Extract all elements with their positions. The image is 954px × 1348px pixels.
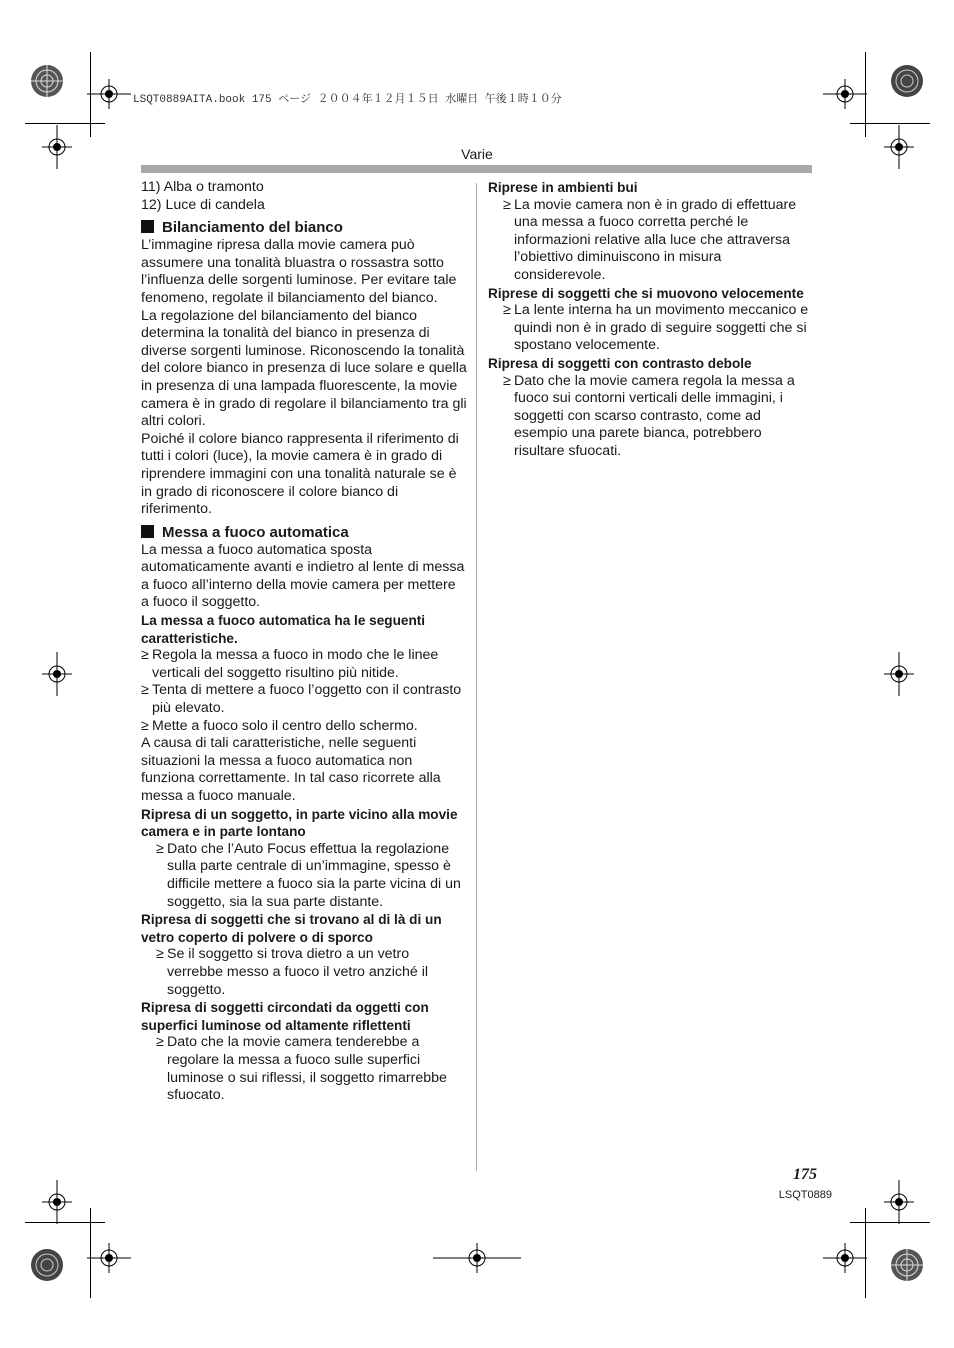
subheading: La messa a fuoco automatica ha le seguenti caratteristiche. (141, 613, 426, 646)
bullet-item: ≥ Tenta di mettere a fuoco l’oggetto con il contrasto più elevato. (141, 682, 462, 717)
bullet-icon: ≥ (156, 1034, 164, 1051)
section-header: Varie (461, 146, 493, 162)
registration-target-icon (30, 64, 64, 98)
registration-crosshair-icon (884, 1180, 914, 1224)
square-bullet-icon (141, 220, 154, 233)
bullet-icon: ≥ (503, 372, 511, 389)
page-code: LSQT0889 (778, 1189, 832, 1201)
registration-crosshair-icon (884, 652, 914, 696)
registration-crosshair-icon (823, 79, 867, 109)
subheading: Ripresa di soggetti che si trovano al di là di un vetro coperto di polvere o di sporco (141, 912, 442, 945)
bullet-item: ≥ La movie camera non è in grado di effettuare una messa a fuoco corretta perché le informazioni relative alla luce che attraversa l’obiettivo diminuiscono in misura considerevole. (503, 196, 797, 283)
bullet-item: ≥ Dato che la movie camera regola la messa a fuoco sui contorni verticali delle immagini, i soggetti con scarso contrasto, come ad esempio una parete bianca, potrebbero risultare sfuocati. (503, 372, 795, 459)
subheading: Riprese di soggetti che si muovono velocemente (488, 285, 804, 301)
paragraph: La messa a fuoco automatica sposta automaticamente avanti e indietro al lente di messa a fuoco all’interno della movie camera per mettere a fuoco il soggetto. (141, 541, 465, 611)
bullet-item: ≥ Dato che l’Auto Focus effettua la regolazione sulla parte centrale di un’immagine, spesso è difficile mettere a fuoco sia la parte vicina di un soggetto, sia la sua parte distante. (156, 840, 461, 910)
left-column (141, 179, 467, 1105)
print-header: LSQT0889AITA.book 175 ページ ２００４年１２月１５日 水曜日 午後１時１０分 (133, 94, 562, 106)
registration-target-icon (890, 64, 924, 98)
registration-crosshair-icon (42, 1180, 72, 1224)
page-number: 175 (793, 1166, 817, 1183)
bullet-item: ≥ Se il soggetto si trova dietro a un vetro verrebbe messo a fuoco il vetro anziché il soggetto. (156, 946, 429, 998)
section-heading-autofocus: Messa a fuoco automatica (141, 523, 467, 542)
subheading: Riprese in ambienti bui (488, 180, 638, 195)
right-column (488, 179, 814, 461)
bullet-item: ≥ La lente interna ha un movimento meccanico e quindi non è in grado di seguire soggetti che si spostano velocemente. (503, 302, 809, 354)
bullet-icon: ≥ (503, 196, 511, 213)
bullet-icon: ≥ (141, 647, 149, 664)
bullet-item: ≥ Mette a fuoco solo il centro dello schermo. (141, 717, 418, 734)
bullet-item: ≥ Regola la messa a fuoco in modo che le linee verticali del soggetto risultino più nitide. (141, 647, 439, 681)
column-divider (476, 183, 477, 1171)
paragraph: L’immagine ripresa dalla movie camera può assumere una tonalità bluastra o rossastra sotto l’influenza delle sorgenti luminose. Per evitare tale fenomeno, regolate il bilanciamento del bianco. (141, 237, 457, 306)
subheading: Ripresa di soggetti con contrasto debole (488, 355, 752, 371)
registration-crosshair-icon (87, 79, 131, 109)
paragraph: A causa di tali caratteristiche, nelle seguenti situazioni la messa a fuoco automatica non funziona correttamente. In tal caso ricorrete alla messa a fuoco manuale. (141, 735, 441, 804)
registration-crosshair-icon (87, 1243, 131, 1273)
bullet-icon: ≥ (141, 717, 149, 734)
subheading: Ripresa di soggetti circondati da oggetti con superfici luminose od altamente riflettenti (141, 1000, 429, 1033)
bullet-item: ≥ Dato che la movie camera tenderebbe a regolare la messa a fuoco sulle superfici luminose o sui riflessi, il soggetto rimarrebbe sfuocato. (156, 1034, 447, 1104)
registration-target-icon (30, 1248, 64, 1282)
registration-crosshair-icon (42, 652, 72, 696)
section-heading-white-balance: Bilanciamento del bianco (141, 218, 467, 237)
list-item: 12) Luce di candela (141, 196, 265, 213)
registration-crosshair-icon (823, 1243, 867, 1273)
list-item: 11) Alba o tramonto (141, 179, 264, 195)
bullet-icon: ≥ (141, 682, 149, 699)
paragraph: Poiché il colore bianco rappresenta il riferimento di tutti i colori (luce), la movie camera è in grado di riprendere immagini con una tonalità naturale se è in grado di riconoscere il colore bianco di riferimento. (141, 430, 459, 518)
registration-crosshair-icon (433, 1243, 521, 1273)
subheading: Ripresa di un soggetto, in parte vicino alla movie camera e in parte lontano (141, 806, 458, 840)
bullet-icon: ≥ (503, 302, 511, 319)
header-rule (141, 165, 812, 173)
paragraph: La regolazione del bilanciamento del bianco determina la tonalità del bianco in presenza di diverse sorgenti luminose. Riconoscendo la tonalità del colore bianco in presenza di luce solare e quella in presenza di una lampada fluorescente, la movie camera è in grado di regolare il bilanciamento tra gli altri colori. (141, 307, 467, 430)
registration-target-icon (890, 1248, 924, 1282)
square-bullet-icon (141, 525, 154, 538)
bullet-icon: ≥ (156, 840, 164, 857)
bullet-icon: ≥ (156, 946, 164, 963)
